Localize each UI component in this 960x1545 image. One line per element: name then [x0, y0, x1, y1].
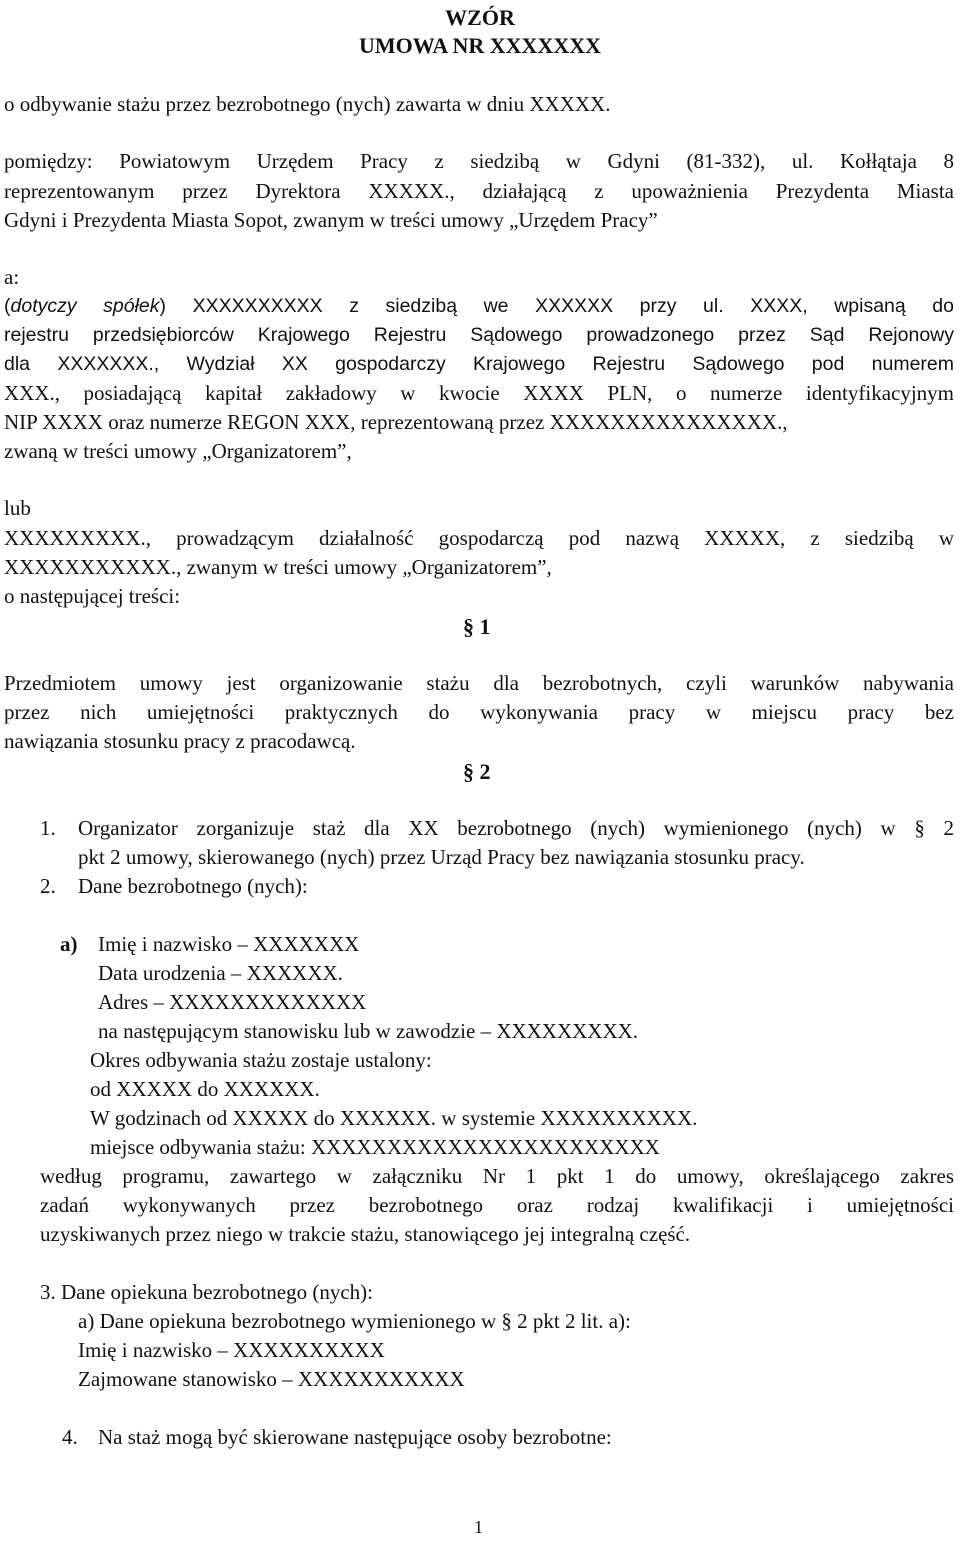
section-1-line-3: nawiązania stosunku pracy z pracodawcą. [4, 729, 356, 753]
or-label: lub [4, 496, 31, 520]
program-line-3: uzyskiwanych przez niego w trakcie stażu, stanowiącego jej integralną część. [40, 1222, 691, 1246]
office-line-1: pomiędzy: Powiatowym Urzędem Pracy z siedzibą w Gdyni (81-332), ul. Kołłątaja 8 [4, 149, 954, 173]
company-line-4: XXX., posiadającą kapitał zakładowy w kwocie XXXX PLN, o numerze identyfikacyjnym [4, 381, 954, 405]
internship-place: miejsce odbywania stażu: XXXXXXXXXXXXXXXXXXXXXXX [90, 1135, 660, 1159]
unemployed-position: na następującym stanowisku lub w zawodzie – XXXXXXXXX. [98, 1019, 639, 1043]
internship-period-label: Okres odbywania stażu zostaje ustalony: [90, 1048, 432, 1072]
company-line-1-text: XXXXXXXXXX z siedzibą we XXXXXX przy ul. XXXX, wpisaną do [166, 295, 954, 317]
internship-hours: W godzinach od XXXXX do XXXXXX. w systemie XXXXXXXXXX. [90, 1106, 698, 1130]
company-line-3: dla XXXXXXX., Wydział XX gospodarczy Krajowego Rejestru Sądowego pod numerem [4, 353, 954, 375]
item-1-line-1: Organizator zorganizuje staż dla XX bezrobotnego (nych) wymienionego (nych) w § 2 [78, 816, 954, 840]
company-line-1: (dotyczy spółek) XXXXXXXXXX z siedzibą we XXXXXX przy ul. XXXX, wpisaną do [4, 295, 954, 317]
program-line-1: według programu, zawartego w załączniku Nr 1 pkt 1 do umowy, określającego zakres [40, 1164, 954, 1188]
company-line-2: rejestru przedsiębiorców Krajowego Rejestru Sądowego prowadzonego przez Sąd Rejonowy [4, 324, 954, 346]
person-line-1: XXXXXXXXX., prowadzącym działalność gospodarczą pod nazwą XXXXX, z siedzibą w [4, 526, 954, 550]
program-line-2: zadań wykonywanych przez bezrobotnego oraz rodzaj kwalifikacji i umiejętności [40, 1193, 954, 1217]
item-3-sub-a: a) Dane opiekuna bezrobotnego wymienionego w § 2 pkt 2 lit. a): [78, 1309, 631, 1333]
company-line-5: NIP XXXX oraz numerze REGON XXX, reprezentowaną przez XXXXXXXXXXXXXXX., [4, 410, 788, 434]
supervisor-position: Zajmowane stanowisko – XXXXXXXXXXX [78, 1367, 465, 1391]
item-2-number: 2. [40, 874, 56, 898]
internship-period: od XXXXX do XXXXXX. [90, 1077, 320, 1101]
section-1-line-2: przez nich umiejętności praktycznych do wykonywania pracy w miejscu pracy bez [4, 700, 954, 724]
and-label: a: [4, 265, 20, 289]
item-2-text: Dane bezrobotnego (nych): [78, 874, 308, 898]
office-line-3: Gdyni i Prezydenta Miasta Sopot, zwanym w treści umowy „Urzędem Pracy” [4, 208, 658, 232]
sub-a-label: a) [60, 932, 78, 956]
unemployed-birth-date: Data urodzenia – XXXXXX. [98, 961, 343, 985]
page-number: 1 [474, 1517, 483, 1537]
section-2-heading: § 2 [463, 759, 491, 784]
section-1-line-1: Przedmiotem umowy jest organizowanie stażu dla bezrobotnych, czyli warunków nabywania [4, 671, 954, 695]
section-1-heading: § 1 [463, 614, 491, 639]
supervisor-name: Imię i nazwisko – XXXXXXXXXX [78, 1338, 385, 1362]
document-label: WZÓR [445, 5, 515, 30]
item-4-text: Na staż mogą być skierowane następujące osoby bezrobotne: [98, 1425, 612, 1449]
intro-line: o odbywanie stażu przez bezrobotnego (nych) zawarta w dniu XXXXX. [4, 92, 611, 116]
unemployed-address: Adres – XXXXXXXXXXXXX [98, 990, 367, 1014]
content-intro: o następującej treści: [4, 584, 181, 608]
unemployed-name: Imię i nazwisko – XXXXXXX [98, 932, 360, 956]
company-line-6: zwaną w treści umowy „Organizatorem”, [4, 439, 352, 463]
company-note: dotyczy spółek [10, 295, 160, 317]
item-3-heading: 3. Dane opiekuna bezrobotnego (nych): [40, 1280, 373, 1304]
office-line-2: reprezentowanym przez Dyrektora XXXXX., działającą z upoważnienia Prezydenta Miasta [4, 179, 954, 203]
item-1-line-2: pkt 2 umowy, skierowanego (nych) przez Urząd Pracy bez nawiązania stosunku pracy. [78, 845, 805, 869]
item-4-number: 4. [62, 1425, 78, 1449]
item-1-number: 1. [40, 816, 56, 840]
person-line-2: XXXXXXXXXXX., zwanym w treści umowy „Organizatorem”, [4, 555, 552, 579]
agreement-title: UMOWA NR XXXXXXX [359, 33, 601, 58]
